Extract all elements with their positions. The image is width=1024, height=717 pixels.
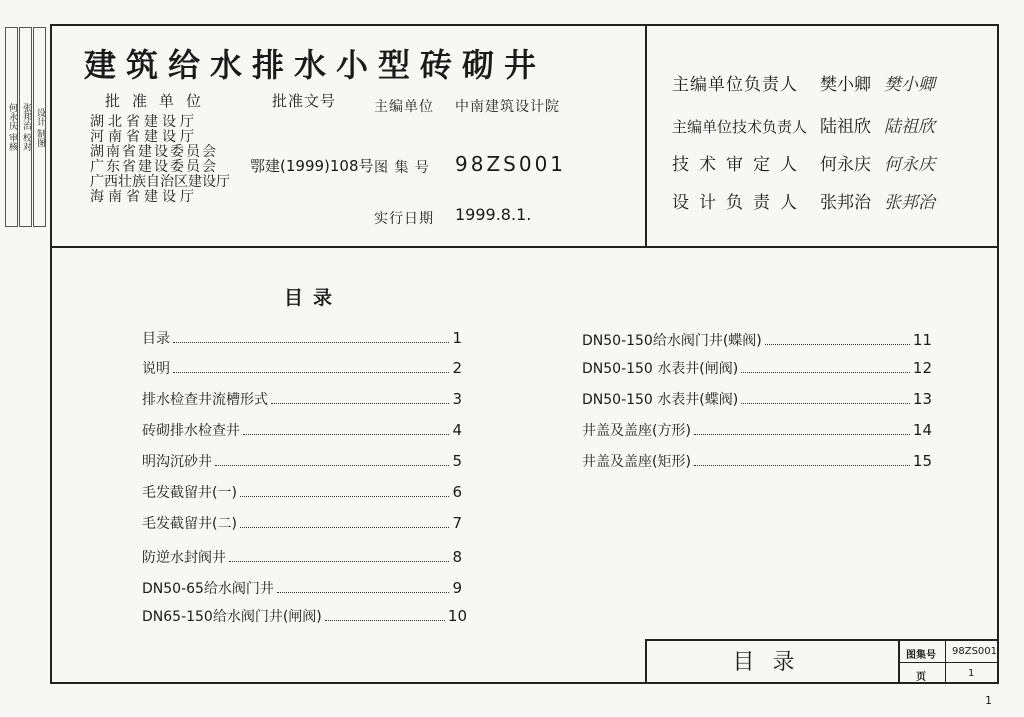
signature: 陆祖欣 xyxy=(884,117,935,137)
toc-item[interactable] xyxy=(582,451,932,471)
approval-unit: 海南省建设厅 xyxy=(90,189,198,205)
approval-unit: 广东省建设委员会 xyxy=(90,159,218,175)
signature: 张邦治 xyxy=(884,193,935,213)
toc-label: 砖砌排水检查井 xyxy=(142,423,240,439)
responsible-row xyxy=(672,188,935,213)
toc-label: 毛发截留井(一) xyxy=(142,485,237,501)
date-label: 实行日期 xyxy=(374,211,434,227)
toc-item[interactable] xyxy=(142,482,462,502)
responsible-name: 樊小卿 xyxy=(820,75,871,95)
toc-label: 目录 xyxy=(142,331,170,347)
toc-item[interactable] xyxy=(142,578,462,598)
approval-unit-label: 批准单位 xyxy=(105,92,214,110)
toc-label: DN50-150 水表井(闸阀) xyxy=(582,361,739,377)
responsible-name: 何永庆 xyxy=(820,155,871,175)
toc-label: DN65-150给水阀门井(闸阀) xyxy=(142,609,322,625)
signature: 何永庆 xyxy=(884,155,935,175)
toc-page: 7 xyxy=(452,514,462,532)
approval-unit: 湖北省建设厅 xyxy=(90,114,198,130)
toc-label: DN50-150 水表井(蝶阀) xyxy=(582,392,739,408)
toc-page: 5 xyxy=(452,452,462,470)
toc-page: 1 xyxy=(452,329,462,347)
header-vertical-divider xyxy=(645,24,647,246)
toc-label: 井盖及盖座(矩形) xyxy=(582,454,691,470)
sign-strip xyxy=(5,27,47,227)
toc-label: 井盖及盖座(方形) xyxy=(582,423,691,439)
toc-page: 11 xyxy=(912,331,932,349)
toc-page: 15 xyxy=(912,452,932,470)
responsible-row xyxy=(672,70,935,95)
toc-item[interactable] xyxy=(142,606,467,626)
approval-doc-number: 鄂建(1999)108号 xyxy=(250,157,374,175)
toc-item[interactable] xyxy=(142,328,462,348)
toc-label: 毛发截留井(二) xyxy=(142,516,237,532)
editor-unit-label: 主编单位 xyxy=(374,99,434,115)
strip-col-design: 设计 制图 xyxy=(33,27,46,227)
toc-page: 2 xyxy=(452,359,462,377)
approval-unit: 广西壮族自治区建设厅 xyxy=(90,174,230,190)
tb-page-label: 页 xyxy=(916,672,926,683)
toc-page: 6 xyxy=(452,483,462,501)
responsible-role: 技术审定人 xyxy=(672,155,807,175)
approval-unit: 河南省建设厅 xyxy=(90,129,198,145)
title-block-cells xyxy=(900,641,999,684)
editor-unit: 中南建筑设计院 xyxy=(455,99,560,115)
toc-item[interactable] xyxy=(142,547,462,567)
tb-atlas-label: 图集号 xyxy=(906,650,936,661)
toc-label: DN50-150给水阀门井(蝶阀) xyxy=(582,333,762,349)
toc-item[interactable] xyxy=(582,330,932,350)
toc-label: 说明 xyxy=(142,361,170,377)
responsible-row xyxy=(672,150,935,175)
approval-unit: 湖南省建设委员会 xyxy=(90,144,218,160)
toc-item[interactable] xyxy=(142,513,462,533)
toc-item[interactable] xyxy=(142,358,462,378)
toc-page: 14 xyxy=(912,421,932,439)
title-block xyxy=(645,639,999,684)
toc-item[interactable] xyxy=(582,358,932,378)
signature: 樊小卿 xyxy=(884,75,935,95)
responsible-role: 设计负责人 xyxy=(672,193,807,213)
atlas-number: 98ZS001 xyxy=(455,152,567,176)
toc-label: 防逆水封阀井 xyxy=(142,550,226,566)
toc-page: 10 xyxy=(447,607,467,625)
tb-atlas-number: 98ZS001 xyxy=(952,646,998,657)
toc-heading: 目录 xyxy=(284,287,343,309)
header-divider xyxy=(50,246,999,248)
strip-col-check: 张邦治 校对 xyxy=(19,27,32,227)
approval-units xyxy=(90,115,230,205)
toc-page: 13 xyxy=(912,390,932,408)
strip-col-review: 何永庆 审核 xyxy=(5,27,18,227)
toc-page: 3 xyxy=(452,390,462,408)
toc-item[interactable] xyxy=(582,389,932,409)
toc-label: 排水检查井流槽形式 xyxy=(142,392,268,408)
toc-page: 4 xyxy=(452,421,462,439)
toc-page: 9 xyxy=(452,579,462,597)
responsible-row xyxy=(672,112,935,137)
effective-date: 1999.8.1. xyxy=(455,205,532,224)
toc-label: 明沟沉砂井 xyxy=(142,454,212,470)
atlas-label: 图 集 号 xyxy=(374,160,430,176)
responsible-role: 主编单位技术负责人 xyxy=(672,118,808,136)
tb-page-number: 1 xyxy=(968,668,975,679)
responsible-role: 主编单位负责人 xyxy=(672,75,798,95)
toc-page: 8 xyxy=(452,548,462,566)
toc-item[interactable] xyxy=(142,420,462,440)
responsible-name: 张邦治 xyxy=(820,193,871,213)
toc-item[interactable] xyxy=(582,420,932,440)
toc-item[interactable] xyxy=(142,389,462,409)
toc-label: DN50-65给水阀门井 xyxy=(142,581,274,597)
responsible-name: 陆祖欣 xyxy=(820,117,871,137)
approval-doc-label: 批准文号 xyxy=(272,92,337,110)
toc-page: 12 xyxy=(912,359,932,377)
title-block-title: 目录 xyxy=(647,641,900,684)
sheet-number: 1 xyxy=(985,694,992,707)
toc-item[interactable] xyxy=(142,451,462,471)
page-title: 建筑给水排水小型砖砌井 xyxy=(84,46,547,84)
